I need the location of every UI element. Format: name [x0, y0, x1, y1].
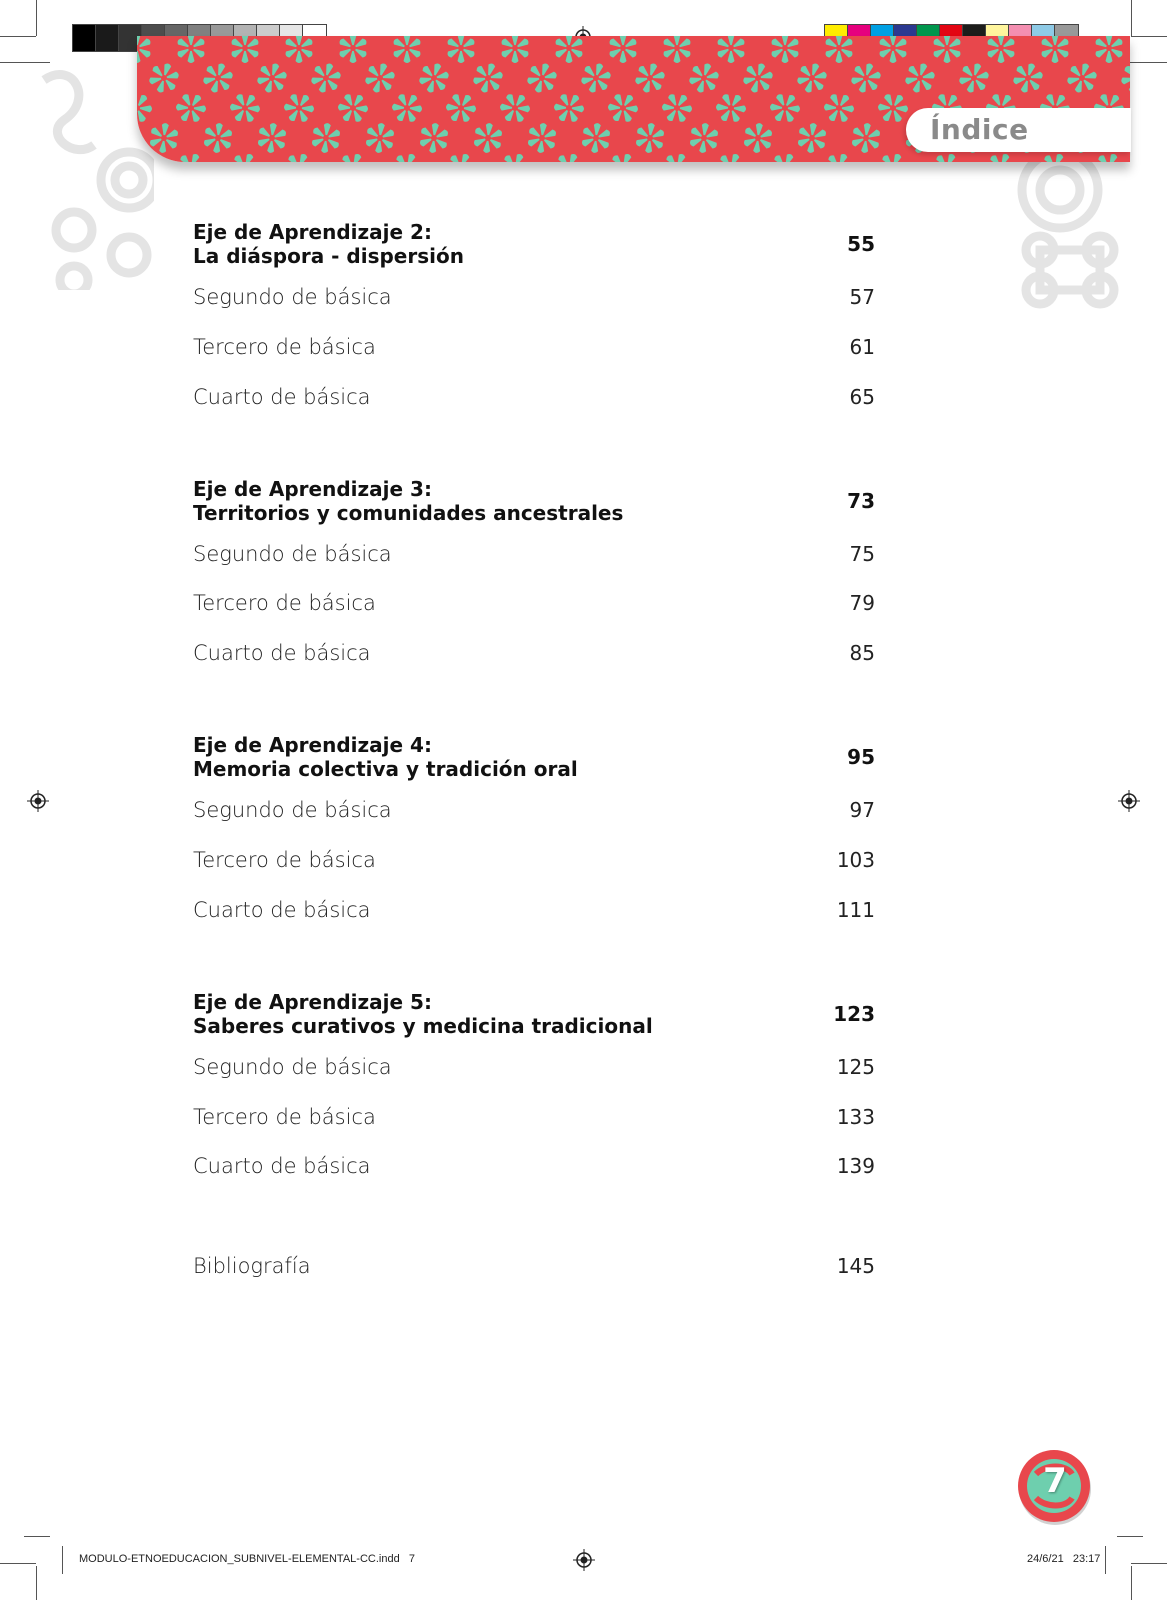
entry-page-number: 111: [836, 898, 875, 922]
section-title: Eje de Aprendizaje 4:: [193, 733, 432, 757]
section-page-number: 123: [833, 1002, 875, 1026]
entry-page-number: 125: [836, 1055, 875, 1079]
crop-mark: [1131, 0, 1132, 36]
entry-page-number: 85: [849, 641, 875, 665]
toc-entry-bibliography[interactable]: [193, 1254, 875, 1294]
crop-mark: [1131, 36, 1167, 37]
entry-label: Bibliografía: [193, 1254, 311, 1278]
toc-entry[interactable]: [193, 798, 875, 838]
entry-page-number: 139: [836, 1154, 875, 1178]
crop-mark: [0, 1563, 36, 1564]
entry-page-number: 97: [849, 798, 875, 822]
entry-page-number: 57: [849, 285, 875, 309]
toc-entry[interactable]: [193, 542, 875, 582]
toc-entry[interactable]: [193, 285, 875, 325]
section-page-number: 95: [847, 745, 875, 769]
footer-date: 24/6/21 23:17: [1027, 1553, 1101, 1565]
entry-label: Tercero de básica: [193, 1105, 376, 1129]
spiral-ornament-icon: [1000, 150, 1130, 330]
footer-file-name: MODULO-ETNOEDUCACION_SUBNIVEL-ELEMENTAL-CC.indd 7: [79, 1553, 415, 1565]
entry-label: Tercero de básica: [193, 848, 376, 872]
crop-mark: [1105, 1546, 1106, 1574]
toc-section-heading[interactable]: [193, 733, 875, 785]
entry-label: Cuarto de básica: [193, 641, 371, 665]
section-title: Eje de Aprendizaje 3:: [193, 477, 432, 501]
toc-entry[interactable]: [193, 848, 875, 888]
toc-section-heading[interactable]: [193, 477, 875, 529]
toc-entry[interactable]: [193, 641, 875, 681]
page-number: 7: [1043, 1461, 1067, 1501]
toc-entry[interactable]: [193, 898, 875, 938]
crop-mark: [1117, 1536, 1143, 1537]
crop-mark: [0, 36, 36, 37]
toc-entry[interactable]: [193, 591, 875, 631]
entry-label: Segundo de básica: [193, 798, 392, 822]
spiral-ornament-icon: [34, 40, 154, 290]
crop-mark: [24, 1536, 50, 1537]
registration-mark-icon: [27, 790, 49, 812]
entry-label: Cuarto de básica: [193, 385, 371, 409]
crop-mark: [36, 1566, 37, 1600]
entry-page-number: 61: [849, 335, 875, 359]
toc-entry[interactable]: [193, 1105, 875, 1145]
toc-entry[interactable]: [193, 335, 875, 375]
toc-entry[interactable]: [193, 385, 875, 425]
entry-page-number: 145: [836, 1254, 875, 1278]
crop-mark: [62, 1546, 63, 1574]
entry-page-number: 133: [836, 1105, 875, 1129]
entry-page-number: 103: [836, 848, 875, 872]
toc-entry[interactable]: [193, 1055, 875, 1095]
entry-label: Tercero de básica: [193, 591, 376, 615]
crop-mark: [36, 0, 37, 36]
title-tab: [906, 108, 1131, 152]
entry-page-number: 79: [849, 591, 875, 615]
entry-label: Tercero de básica: [193, 335, 376, 359]
section-title: Eje de Aprendizaje 5:: [193, 990, 432, 1014]
registration-mark-icon: [573, 1549, 595, 1571]
section-title: Eje de Aprendizaje 2:: [193, 220, 432, 244]
entry-page-number: 65: [849, 385, 875, 409]
toc-entry[interactable]: [193, 1154, 875, 1194]
registration-mark-icon: [1118, 790, 1140, 812]
toc-section-heading[interactable]: [193, 990, 875, 1042]
page-title: Índice: [930, 113, 1029, 146]
section-page-number: 55: [847, 232, 875, 256]
toc-section-heading[interactable]: [193, 220, 875, 272]
entry-label: Segundo de básica: [193, 1055, 392, 1079]
section-subtitle: Territorios y comunidades ancestrales: [193, 501, 624, 525]
entry-label: Cuarto de básica: [193, 898, 371, 922]
section-subtitle: Saberes curativos y medicina tradicional: [193, 1014, 653, 1038]
entry-page-number: 75: [849, 542, 875, 566]
section-subtitle: La diáspora - dispersión: [193, 244, 464, 268]
entry-label: Cuarto de básica: [193, 1154, 371, 1178]
entry-label: Segundo de básica: [193, 285, 392, 309]
crop-mark: [1131, 1566, 1132, 1600]
entry-label: Segundo de básica: [193, 542, 392, 566]
crop-mark: [1131, 1563, 1167, 1564]
section-subtitle: Memoria colectiva y tradición oral: [193, 757, 578, 781]
section-page-number: 73: [847, 489, 875, 513]
